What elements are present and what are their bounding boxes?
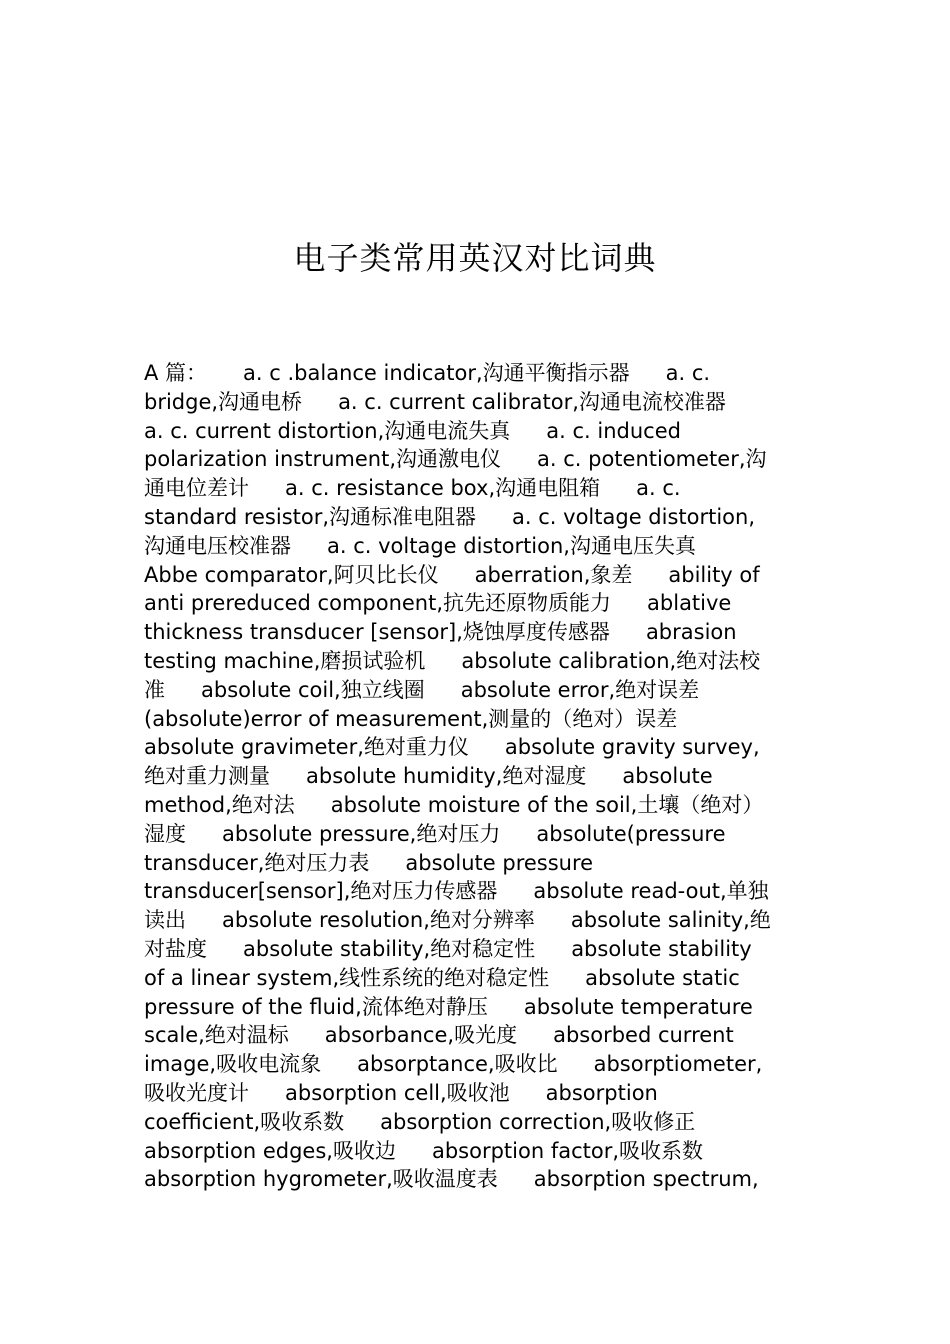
glossary-entry: standard resistor,沟通标准电阻器 (144, 504, 477, 529)
glossary-entry: absolute resolution,绝对分辨率 (222, 908, 535, 933)
glossary-entry: ability of (668, 562, 760, 587)
text-line (144, 474, 806, 503)
glossary-entry: absolute gravity survey, (504, 735, 760, 760)
glossary-entry: a. c. induced (546, 418, 681, 443)
glossary-entry: absorptance,吸收比 (357, 1052, 558, 1077)
glossary-entry: absorptiometer, (593, 1052, 763, 1077)
text-line (144, 647, 806, 676)
glossary-entry: a. c. voltage distortion,沟通电压失真 (327, 533, 696, 558)
glossary-entry: a. c. (636, 476, 681, 501)
glossary-entry: absolute calibration,绝对法校 (461, 648, 761, 673)
glossary-entry: scale,绝对温标 (144, 1023, 289, 1048)
glossary-entry: absolute salinity,绝 (570, 908, 771, 933)
glossary-entry: absolute error,绝对误差 (460, 677, 700, 702)
text-line (144, 1079, 806, 1108)
glossary-entry: absolute moisture of the soil,土壤（绝对） (330, 792, 764, 817)
glossary-entry: polarization instrument,沟通激电仪 (144, 447, 501, 472)
glossary-entry: absolute stability (571, 936, 752, 961)
glossary-entry: absolute pressure (405, 850, 594, 875)
glossary-entry: absolute (622, 764, 713, 789)
text-line (144, 705, 806, 734)
text-line (144, 359, 806, 388)
glossary-entry: absorption edges,吸收边 (144, 1138, 396, 1163)
glossary-entry: coefficient,吸收系数 (144, 1109, 345, 1134)
glossary-entry: 通电位差计 (144, 476, 249, 501)
text-line (144, 762, 806, 791)
glossary-entry: 对盐度 (144, 936, 207, 961)
document-title: 电子类常用英汉对比词典 (293, 239, 657, 277)
glossary-entry: absolute humidity,绝对湿度 (306, 764, 587, 789)
glossary-entry: absolute gravimeter,绝对重力仪 (144, 735, 469, 760)
glossary-entry: aberration,象差 (474, 562, 633, 587)
glossary-entry: absorption hygrometer,吸收温度表 (144, 1167, 498, 1192)
glossary-entry: transducer[sensor],绝对压力传感器 (144, 879, 498, 904)
text-line (144, 733, 806, 762)
glossary-entry: absorption spectrum, (533, 1167, 759, 1192)
glossary-entry: Abbe comparator,阿贝比长仪 (144, 562, 439, 587)
glossary-entry: testing machine,磨损试验机 (144, 648, 426, 673)
glossary-entry: absolute pressure,绝对压力 (222, 821, 501, 846)
glossary-entry: 读出 (144, 908, 186, 933)
text-line (144, 676, 806, 705)
glossary-entry: 吸收光度计 (144, 1080, 249, 1105)
glossary-entry: absolute stability,绝对稳定性 (243, 936, 536, 961)
text-line (144, 1050, 806, 1079)
glossary-entry: 沟通电压校准器 (144, 533, 291, 558)
glossary-entry: bridge,沟通电桥 (144, 389, 303, 414)
glossary-entry: (absolute)error of measurement,测量的（绝对）误差 (144, 706, 678, 731)
glossary-entry: absolute static (585, 965, 740, 990)
glossary-entry: a. c. current distortion,沟通电流失真 (144, 418, 511, 443)
glossary-entry: ablative (647, 591, 732, 616)
glossary-entry: absolute(pressure (536, 821, 726, 846)
text-line (144, 1021, 806, 1050)
text-line (144, 589, 806, 618)
glossary-entry: absorption correction,吸收修正 (380, 1109, 696, 1134)
text-line (144, 532, 806, 561)
glossary-entry: absorption cell,吸收池 (285, 1080, 510, 1105)
text-line (144, 849, 806, 878)
text-line (144, 561, 806, 590)
glossary-entry: absolute temperature (523, 994, 753, 1019)
text-line (144, 503, 806, 532)
text-line (144, 791, 806, 820)
glossary-entry: a. c. potentiometer,沟 (537, 447, 767, 472)
glossary-entry: absorbed current (553, 1023, 734, 1048)
glossary-entry: a. c. resistance box,沟通电阻箱 (285, 476, 601, 501)
glossary-entry: a. c .balance indicator,沟通平衡指示器 (243, 361, 630, 385)
glossary-entry: a. c. voltage distortion, (512, 504, 756, 529)
glossary-entry: a. c. current calibrator,沟通电流校准器 (338, 389, 726, 414)
glossary-entry: method,绝对法 (144, 792, 295, 817)
glossary-entry: absorption (545, 1080, 658, 1105)
glossary-entry: absolute coil,独立线圈 (201, 677, 425, 702)
text-line (144, 820, 806, 849)
glossary-entry: of a linear system,线性系统的绝对稳定性 (144, 965, 550, 990)
glossary-text (144, 359, 806, 1194)
text-line (144, 1108, 806, 1137)
text-line (144, 1137, 806, 1166)
text-line (144, 993, 806, 1022)
text-line (144, 964, 806, 993)
glossary-entry: 绝对重力测量 (144, 764, 270, 789)
glossary-entry: 准 (144, 677, 165, 702)
glossary-entry: 湿度 (144, 821, 186, 846)
text-line (144, 445, 806, 474)
glossary-entry: thickness transducer [sensor],烧蚀厚度传感器 (144, 620, 610, 645)
text-line (144, 877, 806, 906)
glossary-entry: A 篇： (144, 361, 208, 385)
glossary-entry: a. c. (665, 361, 711, 385)
text-line (144, 906, 806, 935)
glossary-entry: absolute read-out,单独 (533, 879, 769, 904)
text-line (144, 1165, 806, 1194)
glossary-entry: transducer,绝对压力表 (144, 850, 370, 875)
text-line (144, 417, 806, 446)
glossary-entry: anti prereduced component,抗先还原物质能力 (144, 591, 612, 616)
glossary-entry: abrasion (645, 620, 737, 645)
text-line (144, 935, 806, 964)
glossary-entry: image,吸收电流象 (144, 1052, 322, 1077)
glossary-entry: pressure of the fluid,流体绝对静压 (144, 994, 488, 1019)
text-line (144, 388, 806, 417)
glossary-entry: absorbance,吸光度 (324, 1023, 518, 1048)
text-line (144, 618, 806, 647)
glossary-entry: absorption factor,吸收系数 (431, 1138, 704, 1163)
